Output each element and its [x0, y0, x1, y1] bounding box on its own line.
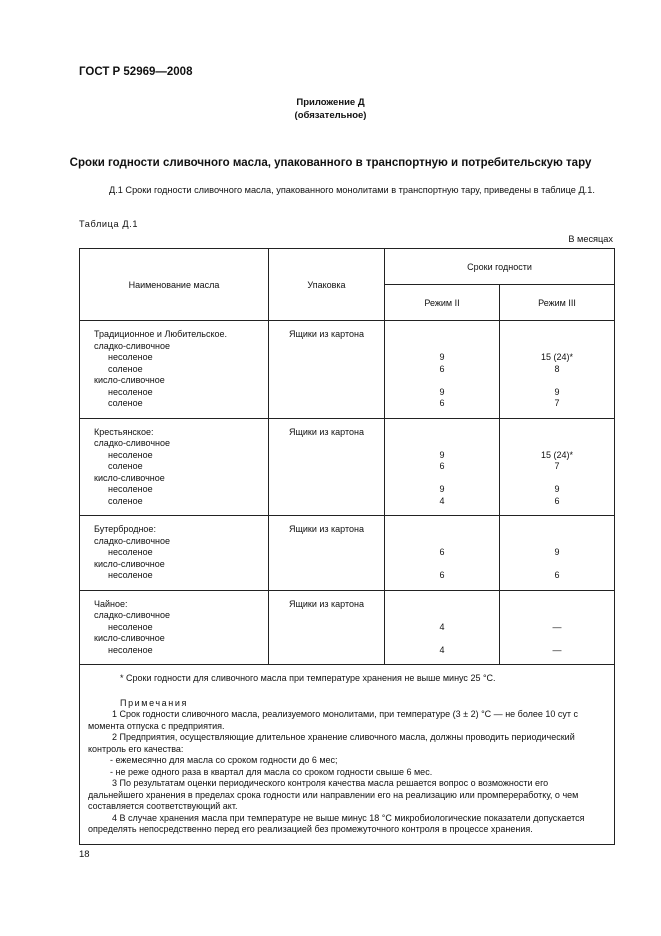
butter-name-cell	[80, 321, 269, 419]
notes-heading: Примечания	[120, 697, 188, 708]
butter-name: Крестьянское:	[94, 426, 154, 437]
mode-3-value	[500, 473, 614, 485]
table-caption: Таблица Д.1	[79, 219, 139, 229]
mode-3-value	[500, 610, 614, 622]
butter-subtype: несоленое	[108, 644, 153, 655]
butter-subtype: сладко-сливочное	[94, 535, 170, 546]
mode-3-value: 6	[554, 495, 560, 506]
note-item: 4 В случае хранения масла при температуре не выше минус 18 °С микробиологические показатели допускается определять непосредственно перед его реализацией без промежуточного контроля в процессе хранения.	[88, 812, 585, 834]
mode-3-value: 9	[554, 547, 560, 557]
mode-2-value: 6	[439, 547, 445, 557]
mode-3-cell	[500, 516, 615, 591]
mode-2-value: 9	[439, 449, 445, 460]
table-footer-row	[80, 665, 615, 845]
mode-3-value: 7	[554, 461, 560, 471]
mode-2-value	[385, 375, 499, 387]
mode-3-value	[500, 438, 614, 450]
table-unit: В месяцах	[568, 234, 613, 244]
butter-subtype: кисло-сливочное	[94, 558, 165, 569]
section-title: Сроки годности сливочного масла, упакованного в транспортную и потребительскую тару	[69, 157, 592, 169]
packaging-cell	[269, 516, 385, 591]
packaging: Ящики из картона	[288, 329, 364, 339]
mode-2-value: 4	[439, 644, 445, 655]
table-row	[80, 590, 615, 665]
packaging-cell	[269, 590, 385, 665]
butter-subtype: сладко-сливочное	[94, 340, 170, 351]
butter-subtype: несоленое	[108, 547, 153, 557]
intro-paragraph: Д.1 Сроки годности сливочного масла, упакованного монолитами в транспортную тару, приведены в таблице Д.1.	[109, 185, 595, 195]
mode-2-value	[385, 610, 499, 622]
mode-2-value: 9	[439, 386, 445, 397]
mode-2-value: 6	[439, 570, 445, 580]
note-item: - ежемесячно для масла со сроком годности до 6 мес;	[110, 755, 338, 765]
butter-subtype: несоленое	[108, 484, 153, 494]
appendix-title: Приложение Д	[296, 97, 365, 108]
mode-2-value: 6	[439, 363, 445, 374]
butter-subtype: кисло-сливочное	[94, 375, 165, 385]
butter-subtype: сладко-сливочное	[94, 610, 170, 620]
mode-3-value: 6	[554, 570, 560, 580]
butter-subtype: соленое	[108, 495, 143, 506]
mode-2-cell	[385, 418, 500, 516]
mode-2-value	[385, 559, 499, 571]
butter-subtype: сладко-сливочное	[94, 438, 170, 448]
mode-2-value	[385, 438, 499, 450]
mode-3-value: 7	[554, 398, 560, 408]
butter-subtype: несоленое	[108, 570, 153, 580]
page-number: 18	[79, 849, 90, 860]
mode-3-value: —	[552, 621, 562, 632]
butter-subtype: кисло-сливочное	[94, 633, 165, 643]
mode-3-value	[500, 633, 614, 645]
butter-subtype: несоленое	[108, 352, 153, 362]
table-row	[80, 418, 615, 516]
document-header: ГОСТ Р 52969—2008	[79, 66, 193, 78]
mode-3-value: 15 (24)*	[540, 352, 574, 362]
mode-2-value: 6	[439, 461, 445, 471]
note-item: 3 По результатам оценки периодического контроля качества масла решается вопрос о возможности его дальнейшего хранения в пределах срока годности или направлении его на реализацию или промпереработку, о чем составляется соответствующий акт.	[88, 778, 579, 811]
note-item: 2 Предприятия, осуществляющие длительное хранение сливочного масла, должны проводить периодический контроль его качества:	[88, 732, 575, 754]
mode-3-value: 9	[554, 386, 560, 397]
butter-subtype: несоленое	[108, 449, 153, 460]
mode-2-value: 6	[439, 398, 445, 408]
butter-name: Традиционное и Любительское.	[94, 329, 228, 339]
note-item: - не реже одного раза в квартал для масла со сроком годности свыше 6 мес.	[110, 766, 433, 777]
note-item: 1 Срок годности сливочного масла, реализуемого монолитами, при температуре (3 ± 2) °С — не более 10 сут с момента отпуска с предприятия.	[88, 709, 579, 731]
butter-subtype: кисло-сливочное	[94, 472, 165, 483]
packaging-cell	[269, 418, 385, 516]
mode-3-value	[500, 559, 614, 571]
packaging-cell	[269, 321, 385, 419]
mode-2-value	[385, 341, 499, 353]
footnote: * Сроки годности для сливочного масла при температуре хранения не выше минус 25 °С.	[120, 673, 496, 683]
mode-2-value	[385, 536, 499, 548]
mode-2-cell	[385, 516, 500, 591]
mode-3-cell	[500, 418, 615, 516]
butter-subtype: соленое	[108, 461, 143, 471]
mode-2-value: 4	[439, 495, 445, 506]
mode-2-cell	[385, 321, 500, 419]
table-notes-cell	[80, 665, 615, 845]
mode-2-cell	[385, 590, 500, 665]
packaging: Ящики из картона	[288, 426, 364, 437]
header-name: Наименование масла	[80, 249, 269, 321]
header-pack: Упаковка	[269, 249, 385, 321]
mode-3-value: 9	[554, 484, 560, 494]
mode-2-value: 4	[439, 621, 445, 632]
header-shelf-life: Сроки годности	[385, 249, 615, 285]
butter-subtype: несоленое	[108, 621, 153, 632]
mode-2-value	[385, 633, 499, 645]
mode-2-value	[385, 473, 499, 485]
header-mode-3: Режим III	[500, 285, 615, 321]
mode-3-value	[500, 375, 614, 387]
mode-3-value	[500, 341, 614, 353]
packaging: Ящики из картона	[288, 524, 364, 534]
butter-subtype: несоленое	[108, 386, 153, 397]
mode-3-value	[500, 536, 614, 548]
mode-2-value: 9	[439, 484, 445, 494]
mode-3-value: 8	[554, 363, 560, 374]
appendix-status: (обязательное)	[294, 110, 367, 121]
table-row	[80, 516, 615, 591]
mode-3-cell	[500, 590, 615, 665]
mode-3-value: 15 (24)*	[540, 449, 574, 460]
butter-name-cell	[80, 418, 269, 516]
butter-name-cell	[80, 516, 269, 591]
butter-subtype: соленое	[108, 398, 143, 408]
butter-name: Бутербродное:	[94, 524, 156, 534]
butter-name: Чайное:	[94, 598, 128, 609]
packaging: Ящики из картона	[288, 598, 364, 609]
butter-name-cell	[80, 590, 269, 665]
mode-3-value: —	[552, 644, 562, 655]
mode-3-cell	[500, 321, 615, 419]
header-mode-2: Режим II	[385, 285, 500, 321]
table-row	[80, 321, 615, 419]
shelf-life-table	[79, 248, 615, 845]
butter-subtype: соленое	[108, 363, 143, 374]
mode-2-value: 9	[439, 352, 445, 362]
